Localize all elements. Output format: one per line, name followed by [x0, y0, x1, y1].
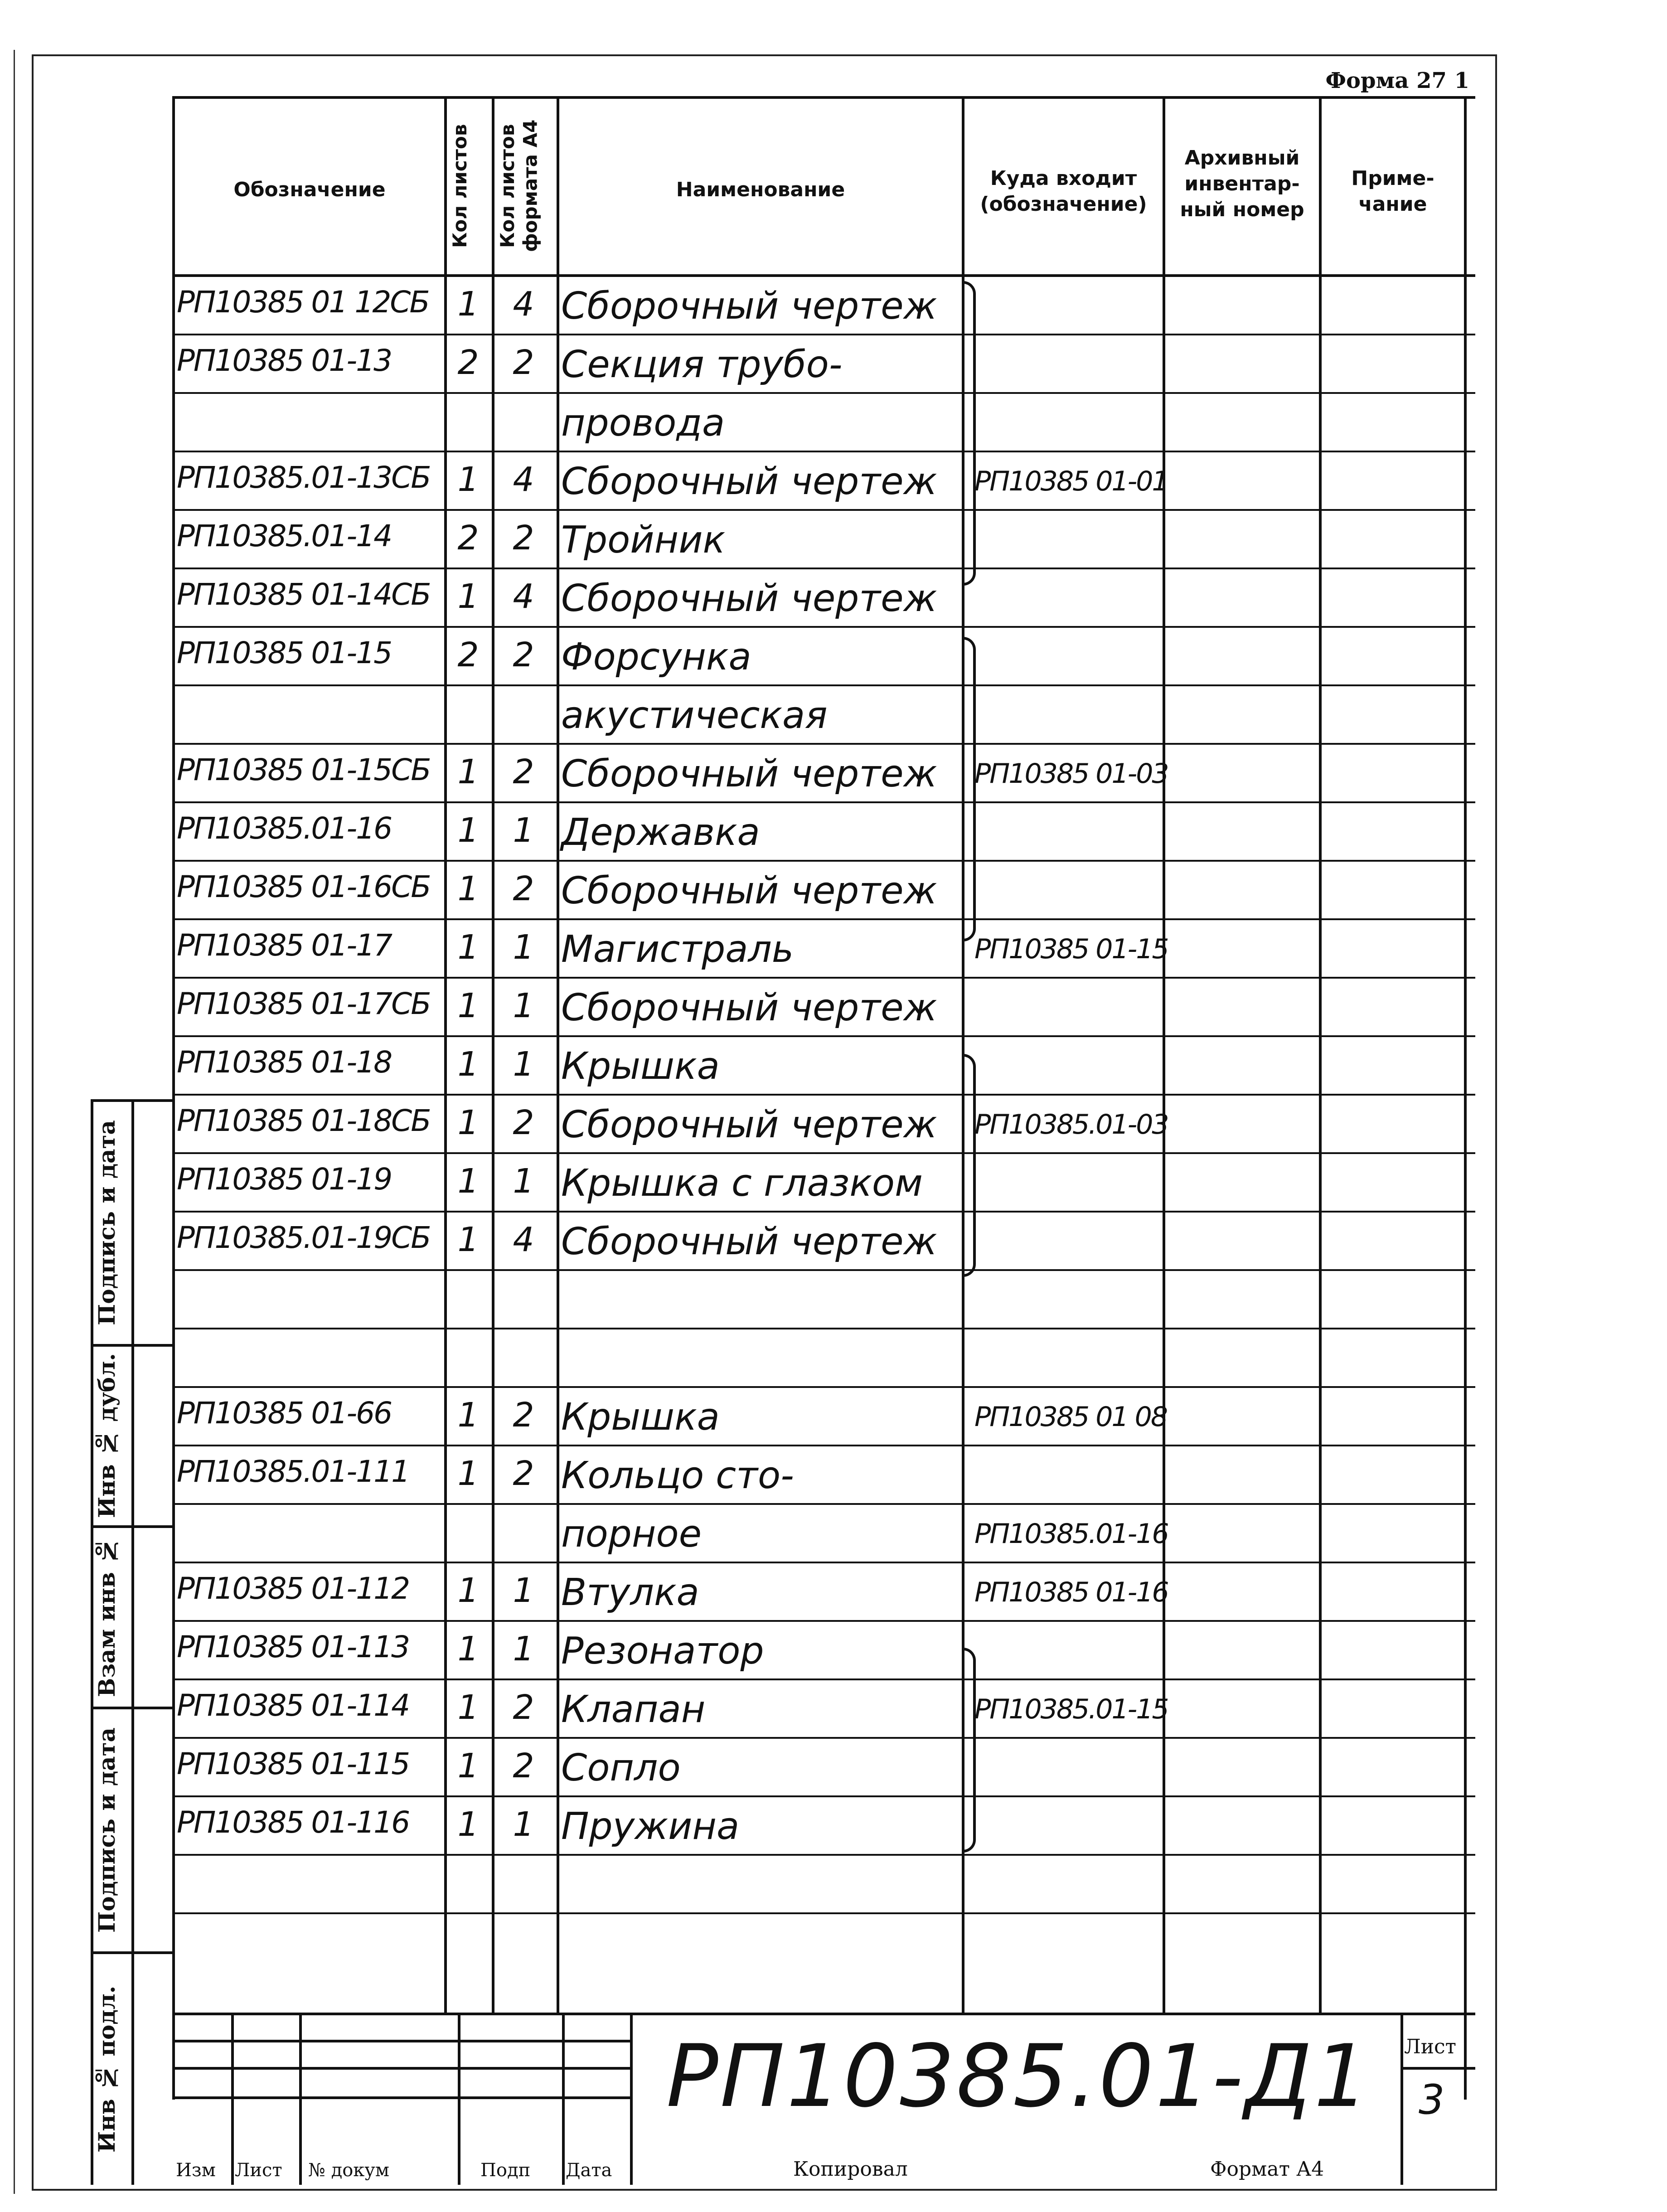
row-a4-sheets: 1 — [513, 1805, 534, 1844]
row-divider — [172, 451, 1475, 452]
row-divider — [172, 743, 1475, 745]
footer-format: Формат А4 — [1210, 2158, 1324, 2181]
titleblock-row-3 — [172, 2096, 630, 2099]
row-divider — [172, 1854, 1475, 1856]
stamp-line-2 — [91, 1525, 172, 1528]
row-designation: РП10385 01-116 — [177, 1805, 409, 1840]
row-where-used: РП10385 01-16 — [974, 1577, 1168, 1608]
row-designation: РП10385.01-14 — [177, 519, 392, 553]
stamp-podpis-data-1: Подпись и дата — [93, 1120, 120, 1325]
row-name: Сборочный чертеж — [561, 460, 937, 503]
row-name: Кольцо сто- — [561, 1454, 794, 1497]
tb-izm: Изм — [176, 2160, 216, 2181]
row-name: акустическая — [561, 694, 828, 737]
col-line-7 — [1464, 96, 1467, 2100]
header-archive-number: Архивный инвентар-ный номер — [1180, 146, 1304, 222]
row-name: порное — [561, 1513, 702, 1556]
row-name: Крышка — [561, 1045, 720, 1088]
document-designation: РП10385.01-Д1 — [666, 2026, 1371, 2126]
row-sheets: 1 — [457, 1162, 479, 1201]
brace-group-3 — [963, 1054, 976, 1277]
row-divider — [172, 1445, 1475, 1446]
table-top-border — [172, 96, 1475, 99]
row-designation: РП10385 01 12СБ — [177, 285, 429, 320]
titleblock-row-1 — [172, 2040, 630, 2042]
row-divider — [172, 684, 1475, 686]
row-sheets: 2 — [457, 343, 479, 382]
row-designation: РП10385 01-19 — [177, 1162, 392, 1197]
row-designation: РП10385 01-114 — [177, 1688, 409, 1723]
stamp-col-line-b — [131, 1099, 134, 2185]
brace-group-1 — [963, 281, 976, 586]
brace-group-2 — [963, 637, 976, 941]
row-divider — [172, 1620, 1475, 1622]
row-sheets: 1 — [457, 1688, 479, 1727]
row-sheets: 1 — [457, 1805, 479, 1844]
row-divider — [172, 1035, 1475, 1037]
row-where-used: РП10385.01-03 — [974, 1109, 1168, 1140]
row-where-used: РП10385.01-16 — [974, 1518, 1168, 1550]
header-sheets-a4: Кол листов формата А4 — [496, 119, 542, 252]
row-divider — [172, 860, 1475, 862]
row-sheets: 1 — [457, 1454, 479, 1493]
row-name: Втулка — [561, 1571, 699, 1614]
tb-col-1 — [231, 2013, 234, 2185]
row-name: Сопло — [561, 1746, 681, 1790]
row-designation: РП10385.01-19СБ — [177, 1220, 430, 1255]
row-name: Резонатор — [561, 1630, 764, 1673]
row-sheets: 1 — [457, 986, 479, 1025]
row-sheets: 1 — [457, 1396, 479, 1435]
row-designation: РП10385 01-15СБ — [177, 752, 430, 787]
row-where-used: РП10385 01-03 — [974, 758, 1168, 790]
row-divider — [172, 801, 1475, 803]
col-line-3 — [557, 96, 559, 2013]
row-designation: РП10385 01-115 — [177, 1746, 409, 1781]
tb-col-4 — [562, 2013, 565, 2185]
row-sheets: 1 — [457, 1571, 479, 1610]
stamp-line-1 — [91, 1344, 172, 1347]
row-name: Сборочный чертеж — [561, 1103, 937, 1146]
row-designation: РП10385 01-112 — [177, 1571, 409, 1606]
row-divider — [172, 1328, 1475, 1329]
row-name: Сборочный чертеж — [561, 1220, 937, 1263]
row-divider — [172, 392, 1475, 394]
row-a4-sheets: 2 — [513, 869, 534, 908]
row-name: Сборочный чертеж — [561, 285, 937, 328]
tb-col-2 — [299, 2013, 302, 2185]
row-sheets: 1 — [457, 928, 479, 967]
row-a4-sheets: 2 — [513, 752, 534, 791]
row-sheets: 1 — [457, 285, 479, 324]
header-bottom-border — [172, 274, 1475, 277]
row-name: Пружина — [561, 1805, 740, 1848]
row-designation: РП10385.01-111 — [177, 1454, 409, 1489]
row-designation: РП10385 01-18СБ — [177, 1103, 430, 1138]
col-line-0 — [172, 96, 175, 2100]
row-sheets: 1 — [457, 811, 479, 850]
row-name: Сборочный чертеж — [561, 577, 937, 620]
row-sheets: 1 — [457, 869, 479, 908]
stamp-line-0 — [91, 1099, 172, 1102]
row-divider — [172, 1795, 1475, 1797]
stamp-line-3 — [91, 1707, 172, 1709]
row-a4-sheets: 1 — [513, 811, 534, 850]
row-a4-sheets: 1 — [513, 1045, 534, 1084]
row-where-used: РП10385 01-15 — [974, 933, 1168, 965]
stamp-line-4 — [91, 1951, 172, 1954]
row-a4-sheets: 2 — [513, 1454, 534, 1493]
row-a4-sheets: 4 — [513, 285, 534, 324]
row-sheets: 1 — [457, 577, 479, 616]
row-designation: РП10385 01-16СБ — [177, 869, 430, 904]
row-sheets: 1 — [457, 752, 479, 791]
row-designation: РП10385 01-17СБ — [177, 986, 430, 1021]
row-a4-sheets: 2 — [513, 1396, 534, 1435]
stamp-podpis-data-2: Подпись и дата — [93, 1727, 120, 1933]
row-designation: РП10385 01-15 — [177, 635, 392, 670]
brace-group-4 — [963, 1648, 976, 1853]
row-a4-sheets: 1 — [513, 928, 534, 967]
row-a4-sheets: 2 — [513, 635, 534, 674]
row-name: Сборочный чертеж — [561, 869, 937, 912]
titleblock-row-2 — [172, 2067, 630, 2070]
row-name: провода — [561, 402, 725, 445]
row-sheets: 1 — [457, 1220, 479, 1259]
row-divider — [172, 1737, 1475, 1739]
row-divider — [172, 1211, 1475, 1213]
tb-col-3 — [458, 2013, 460, 2185]
tb-data: Дата — [566, 2160, 612, 2181]
row-divider — [172, 1562, 1475, 1563]
row-designation: РП10385 01-18 — [177, 1045, 392, 1080]
footer-copied: Копировал — [793, 2158, 908, 2181]
row-name: Крышка с глазком — [561, 1162, 923, 1205]
row-sheets: 1 — [457, 460, 479, 499]
titleblock-top — [172, 2013, 1475, 2015]
row-designation: РП10385 01-14СБ — [177, 577, 430, 612]
row-name: Сборочный чертеж — [561, 752, 937, 796]
row-designation: РП10385.01-16 — [177, 811, 392, 846]
row-divider — [172, 568, 1475, 569]
row-a4-sheets: 2 — [513, 1746, 534, 1785]
header-sheets-count: Кол листов — [449, 124, 471, 248]
row-divider — [172, 1678, 1475, 1680]
row-a4-sheets: 1 — [513, 1162, 534, 1201]
row-where-used: РП10385.01-15 — [974, 1693, 1168, 1725]
row-name: Державка — [561, 811, 760, 854]
row-a4-sheets: 4 — [513, 460, 534, 499]
row-divider — [172, 1912, 1475, 1914]
row-sheets: 1 — [457, 1045, 479, 1084]
tb-sheet-divider — [1400, 2067, 1475, 2070]
row-designation: РП10385.01-13СБ — [177, 460, 430, 495]
row-name: Крышка — [561, 1396, 720, 1439]
row-divider — [172, 918, 1475, 920]
row-divider — [172, 1386, 1475, 1388]
row-name: Клапан — [561, 1688, 706, 1731]
row-where-used: РП10385 01-01 — [974, 466, 1168, 497]
row-sheets: 2 — [457, 635, 479, 674]
col-line-6 — [1319, 96, 1322, 2013]
row-divider — [172, 626, 1475, 628]
row-divider — [172, 1152, 1475, 1154]
row-sheets: 1 — [457, 1103, 479, 1142]
header-where-used: Куда входит (обозначение) — [980, 167, 1147, 216]
row-sheets: 2 — [457, 519, 479, 558]
stamp-vzam-inv: Взам инв № — [93, 1537, 120, 1697]
row-sheets: 1 — [457, 1630, 479, 1669]
header-designation: Обозначение — [233, 178, 386, 201]
row-a4-sheets: 1 — [513, 1630, 534, 1669]
row-divider — [172, 977, 1475, 979]
row-a4-sheets: 4 — [513, 1220, 534, 1259]
row-a4-sheets: 1 — [513, 1571, 534, 1610]
tb-list: Лист — [235, 2160, 282, 2181]
tb-col-5 — [630, 2013, 633, 2185]
row-a4-sheets: 2 — [513, 519, 534, 558]
row-a4-sheets: 2 — [513, 343, 534, 382]
row-divider — [172, 1094, 1475, 1096]
row-a4-sheets: 1 — [513, 986, 534, 1025]
tb-dokum: № докум — [308, 2160, 389, 2181]
header-name: Наименование — [676, 178, 845, 201]
col-line-5 — [1163, 96, 1165, 2013]
stamp-inv-dubl: Инв № дубл. — [93, 1353, 120, 1518]
row-designation: РП10385 01-17 — [177, 928, 392, 963]
row-where-used: РП10385 01 08 — [974, 1401, 1167, 1433]
row-name: Тройник — [561, 519, 726, 562]
row-a4-sheets: 4 — [513, 577, 534, 616]
row-divider — [172, 509, 1475, 511]
row-divider — [172, 1269, 1475, 1271]
tb-col-6 — [1400, 2013, 1403, 2185]
row-divider — [172, 1503, 1475, 1505]
row-a4-sheets: 2 — [513, 1688, 534, 1727]
row-a4-sheets: 2 — [513, 1103, 534, 1142]
row-designation: РП10385 01-13 — [177, 343, 392, 378]
row-name: Магистраль — [561, 928, 794, 971]
row-sheets: 1 — [457, 1746, 479, 1785]
row-name: Секция трубо- — [561, 343, 843, 386]
row-divider — [172, 334, 1475, 335]
row-name: Сборочный чертеж — [561, 986, 937, 1029]
sheet-edge-line — [14, 50, 15, 2194]
tb-sheet-label: Лист — [1404, 2035, 1457, 2058]
header-note: Приме-чание — [1351, 167, 1434, 216]
row-name: Форсунка — [561, 635, 751, 679]
stamp-inv-podl: Инв № подл. — [93, 1985, 120, 2153]
row-designation: РП10385 01-113 — [177, 1630, 409, 1664]
form-label: Форма 27 1 — [1325, 68, 1469, 93]
row-designation: РП10385 01-66 — [177, 1396, 392, 1431]
tb-podp: Подп — [480, 2160, 531, 2181]
tb-sheet-number: 3 — [1419, 2076, 1445, 2124]
